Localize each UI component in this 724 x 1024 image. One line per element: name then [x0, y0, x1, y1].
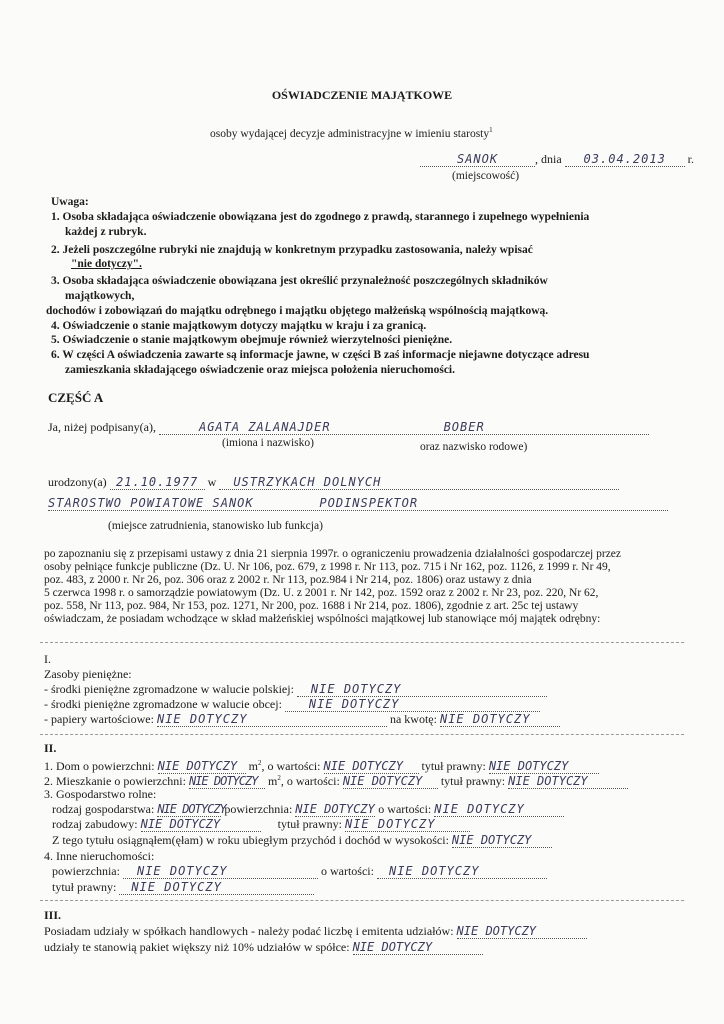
- other-area: NIE DOTYCZY: [136, 864, 228, 878]
- part-a-heading: CZĘŚĆ A: [48, 390, 104, 405]
- papers-value: NIE DOTYCZY: [156, 712, 248, 726]
- note-3-cont2: dochodów i zobowiązań do majątku odrębnego i majątku objętego małżeńską wspólnością majątkową.: [46, 305, 549, 317]
- farm-label: 3. Gospodarstwo rolne:: [44, 787, 157, 801]
- document-subtitle: osoby wydającej decyzje administracyjne w imieniu starosty$^1$: [210, 126, 493, 140]
- note-3-cont: majątkowych,: [65, 290, 135, 302]
- note-4: 4. Oświadczenie o stanie majątkowym dotyczy majątku w kraju i za granicą.: [51, 320, 427, 332]
- notes-heading: Uwaga:: [51, 196, 89, 208]
- income-line: Z tego tytułu osiągnąłem(ęłam) w roku ubiegłym przychód i dochód w wysokości: NIE DOTYCZY: [52, 833, 552, 848]
- section-i-title: Zasoby pieniężne:: [44, 667, 132, 681]
- pln-value: NIE DOTYCZY: [310, 682, 402, 696]
- divider: [40, 900, 684, 901]
- divider: [40, 734, 684, 735]
- papers-line: - papiery wartościowe: NIE DOTYCZY na kwotę: NIE DOTYCZY: [44, 712, 560, 727]
- other-title-line: tytuł prawny: NIE DOTYCZY: [52, 880, 314, 895]
- employment-line: [48, 496, 668, 511]
- note-5: 5. Oświadczenie o stanie majątkowym obejmuje również wierzytelności pieniężne.: [51, 334, 453, 346]
- employment-caption: (miejsce zatrudnienia, stanowisko lub funkcja): [108, 520, 323, 532]
- note-3: 3. Osoba składająca oświadczenie obowiązana jest określić przynależność poszczególnych składników: [51, 275, 548, 287]
- note-1-cont: każdej z rubryk.: [65, 226, 147, 238]
- flat-line: 2. Mieszkanie o powierzchni: NIE DOTYCZY $m^2$, o wartości: NIE DOTYCZY tytuł prawny: NIE DOTYCZY: [44, 771, 628, 789]
- flat-area: NIE DOTYCZY: [188, 774, 258, 788]
- note-6-cont: zamieszkania składającego oświadczenie oraz miejsca położenia nieruchomości.: [65, 364, 455, 376]
- amount-value: NIE DOTYCZY: [439, 712, 531, 726]
- pln-line: - środki pieniężne zgromadzone w walucie polskiej: NIE DOTYCZY: [44, 682, 547, 697]
- note-2: 2. Jeżeli poszczególne rubryki nie znajdują w konkretnym przypadku zastosowania, należy wpisać: [51, 244, 533, 256]
- born-date: 21.10.1977: [116, 475, 199, 489]
- document-title: OŚWIADCZENIE MAJĄTKOWE: [271, 88, 453, 102]
- note-1: 1. Osoba składająca oświadczenie obowiązana jest do zgodnego z prawdą, starannego i zupełnego wypełnienia: [51, 211, 590, 223]
- foreign-line: - środki pieniężne zgromadzone w walucie obcej: NIE DOTYCZY: [44, 697, 540, 712]
- other-value: NIE DOTYCZY: [388, 864, 480, 878]
- place-value: SANOK: [456, 152, 499, 166]
- farm-area: NIE DOTYCZY: [295, 802, 375, 816]
- place-caption: (miejscowość): [452, 170, 520, 182]
- farm-type-line: rodzaj gospodarstwa: NIE DOTYCZY powierzchnia: NIE DOTYCZY o wartości: NIE DOTYCZY: [52, 802, 564, 817]
- income-value: NIE DOTYCZY: [451, 833, 532, 847]
- other-label: 4. Inne nieruchomości:: [44, 849, 155, 863]
- house-value: NIE DOTYCZY: [323, 759, 403, 773]
- shares-line: Posiadam udziały w spółkach handlowych - należy podać liczbę i emitenta udziałów: NIE DOTYCZY: [44, 924, 587, 939]
- divider: [40, 642, 684, 643]
- maiden-value: BOBER: [443, 420, 485, 434]
- shares-packet-value: NIE DOTYCZY: [352, 940, 433, 954]
- flat-title: NIE DOTYCZY: [508, 774, 588, 788]
- place-date-line: SANOK , dnia 03.04.2013 r.: [420, 152, 694, 167]
- section-ii-heading: II.: [44, 741, 57, 755]
- other-area-line: powierzchnia: NIE DOTYCZY o wartości: NIE DOTYCZY: [52, 864, 547, 879]
- building-value: NIE DOTYCZY: [140, 817, 221, 831]
- section-i-heading: I.: [44, 652, 51, 666]
- foreign-value: NIE DOTYCZY: [308, 697, 400, 711]
- shares-packet-line: udziały te stanowią pakiet większy niż 10% udziałów w spółce: NIE DOTYCZY: [44, 940, 483, 955]
- date-value: 03.04.2013: [583, 152, 666, 166]
- born-line: urodzony(a) 21.10.1977 w USTRZYKACH DOLNYCH: [48, 475, 619, 490]
- name-caption: (imiona i nazwisko): [222, 437, 314, 449]
- farm-title: NIE DOTYCZY: [344, 817, 436, 831]
- house-line: 1. Dom o powierzchni: NIE DOTYCZY $m^2$, o wartości: NIE DOTYCZY tytuł prawny: NIE DOTYCZY: [44, 756, 599, 774]
- house-title: NIE DOTYCZY: [488, 759, 569, 773]
- building-line: rodzaj zabudowy: NIE DOTYCZY tytuł prawny: NIE DOTYCZY: [52, 817, 470, 832]
- signed-line: Ja, niżej podpisany(a), AGATA ZALANAJDER BOBER: [48, 420, 649, 435]
- employment-value: STAROSTWO POWIATOWE SANOK PODINSPEKTOR: [48, 496, 419, 510]
- name-value: AGATA ZALANAJDER: [198, 420, 331, 434]
- section-iii-heading: III.: [44, 908, 62, 922]
- note-6: 6. W części A oświadczenia zawarte są informacje jawne, w części B zaś informacje niejawne dotyczące adresu: [51, 349, 590, 361]
- shares-value: NIE DOTYCZY: [456, 924, 537, 938]
- maiden-caption: oraz nazwisko rodowe): [420, 441, 528, 453]
- flat-value: NIE DOTYCZY: [342, 774, 423, 788]
- born-place: USTRZYKACH DOLNYCH: [233, 475, 382, 489]
- farm-value: NIE DOTYCZY: [434, 802, 525, 816]
- other-title: NIE DOTYCZY: [131, 880, 222, 894]
- note-2-cont: "nie dotyczy".: [71, 258, 142, 270]
- house-area: NIE DOTYCZY: [157, 759, 238, 773]
- farm-type: NIE DOTYCZY: [157, 802, 226, 816]
